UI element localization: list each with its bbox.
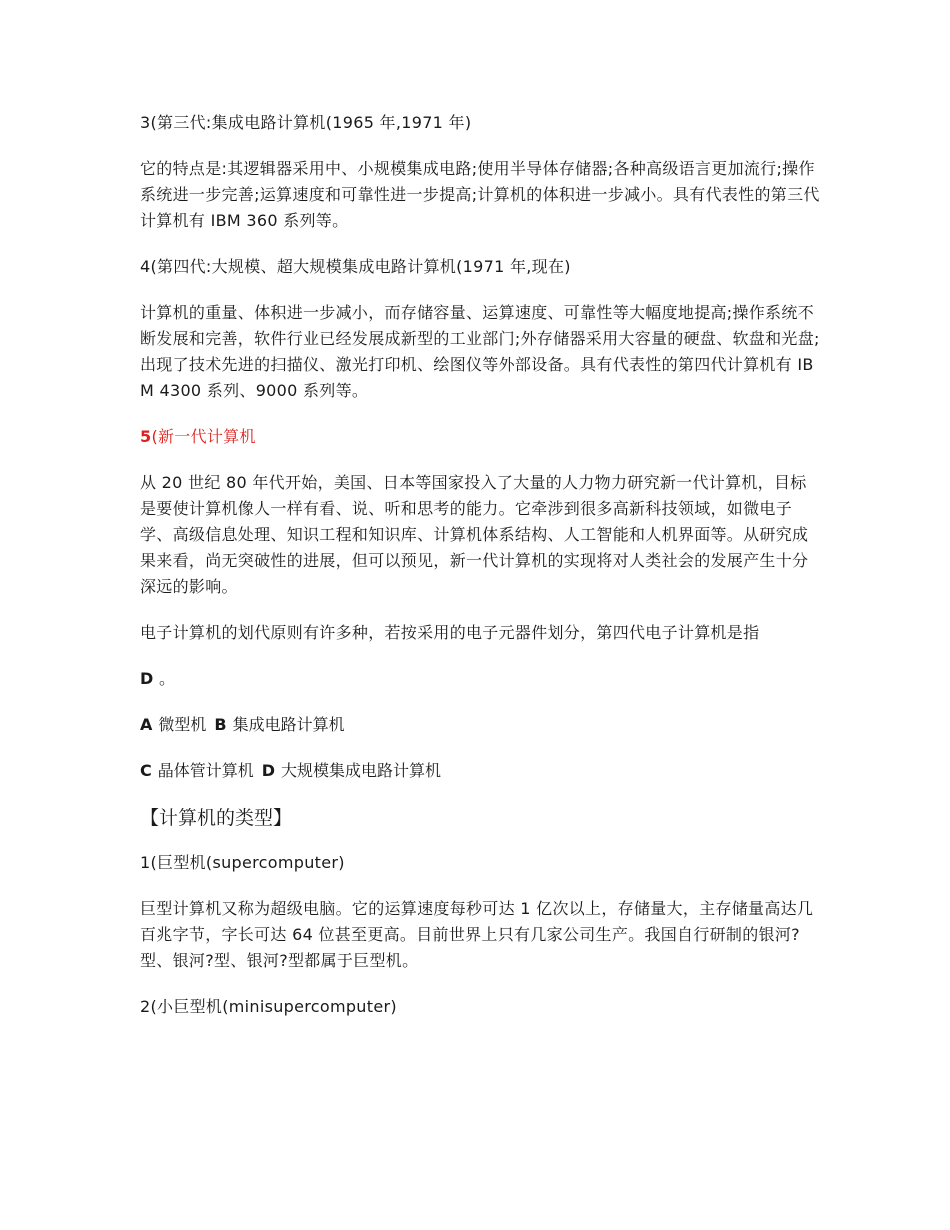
heading-new-generation-number: 5 [140, 427, 152, 446]
answer-line [140, 666, 820, 692]
option-b-letter: B [214, 715, 227, 734]
answer-suffix: 。 [158, 669, 176, 688]
option-a-letter: A [140, 715, 153, 734]
option-a-text: 微型机 [158, 715, 207, 734]
paragraph-third-generation: 它的特点是:其逻辑器采用中、小规模集成电路;使用半导体存储器;各种高级语言更加流行;操作系统进一步完善;运算速度和可靠性进一步提高;计算机的体积进一步减小。具有代表性的第三代计算机有 IBM 360 系列等。 [140, 159, 820, 230]
option-b-text: 集成电路计算机 [232, 715, 345, 734]
paragraph-fourth-generation: 计算机的重量、体积进一步减小，而存储容量、运算速度、可靠性等大幅度地提高;操作系统不断发展和完善，软件行业已经发展成新型的工业部门;外存储器采用大容量的硬盘、软盘和光盘;出现了技术先进的扫描仪、激光打印机、绘图仪等外部设备。具有代表性的第四代计算机有 IBM 4300 系列、9000 系列等。 [140, 303, 820, 400]
option-c-text: 晶体管计算机 [157, 761, 254, 780]
paragraph-supercomputer: 巨型计算机又称为超级电脑。它的运算速度每秒可达 1 亿次以上，存储量大，主存储量高达几百兆字节，字长可达 64 位甚至更高。目前世界上只有几家公司生产。我国自行研制的银河?型、银河?型、银河?型都属于巨型机。 [140, 899, 814, 970]
option-c-letter: C [140, 761, 152, 780]
options-line-ab [140, 712, 820, 738]
answer-letter: D [140, 669, 154, 688]
option-d-text: 大规模集成电路计算机 [281, 761, 442, 780]
question-text: 电子计算机的划代原则有许多种，若按采用的电子元器件划分，第四代电子计算机是指 [140, 623, 760, 642]
document-page [140, 110, 820, 1040]
heading-new-generation-text: (新一代计算机 [151, 427, 256, 446]
options-line-cd [140, 758, 820, 784]
heading-minisupercomputer: 2(小巨型机(minisupercomputer) [140, 997, 397, 1016]
section-title-computer-types: 【计算机的类型】 [140, 807, 293, 829]
heading-fourth-generation: 4(第四代:大规模、超大规模集成电路计算机(1971 年,现在) [140, 257, 571, 276]
heading-supercomputer: 1(巨型机(supercomputer) [140, 853, 345, 872]
paragraph-new-generation: 从 20 世纪 80 年代开始，美国、日本等国家投入了大量的人力物力研究新一代计算机，目标是要使计算机像人一样有看、说、听和思考的能力。它牵涉到很多高新科技领域，如微电子学、高级信息处理、知识工程和知识库、计算机体系结构、人工智能和人机界面等。从研究成果来看，尚无突破性的进展，但可以预见，新一代计算机的实现将对人类社会的发展产生十分深远的影响。 [140, 473, 809, 596]
heading-third-generation: 3(第三代:集成电路计算机(1965 年,1971 年) [140, 113, 472, 132]
option-d-letter: D [261, 761, 276, 780]
heading-new-generation [140, 424, 820, 450]
